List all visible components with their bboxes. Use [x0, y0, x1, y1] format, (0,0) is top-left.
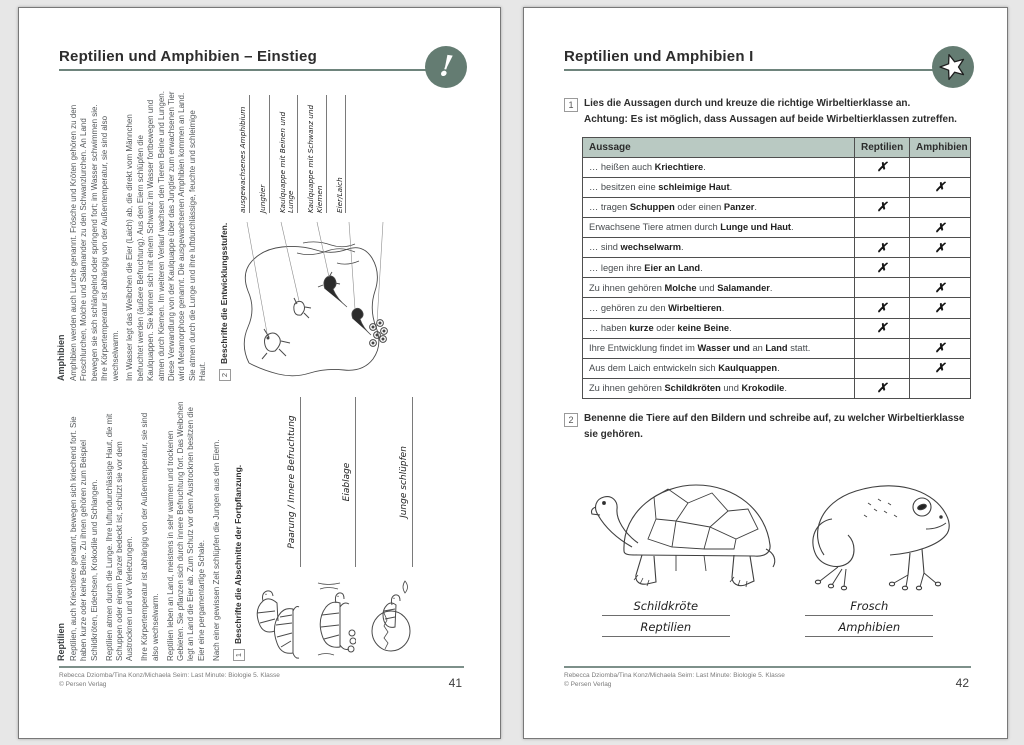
amphibien-mark-cell: ✗ [910, 238, 971, 258]
reptilien-mark-cell: ✗ [855, 258, 910, 278]
page-footer [564, 666, 971, 690]
animal-name-answer: Frosch [805, 599, 933, 616]
reptilien-mark-cell: ✗ [855, 298, 910, 318]
credit-line-1: Rebecca Dziomba/Tina Konz/Michaela Seim: Last Minute: Biologie 5. Klasse [59, 672, 280, 679]
amphibien-text [69, 91, 213, 381]
statement-cell: … heißen auch Kriechtiere. [583, 158, 855, 178]
table-row [583, 358, 971, 378]
table-row [583, 258, 971, 278]
exclamation-icon: ! [437, 47, 455, 84]
paragraph: Reptilien atmen durch die Lunge. Ihre luftundurchlässige Haut, die mit Schuppen oder einem Panzer bedeckt ist, schützt sie vor dem Austrocknen und vor Verletzungen. [104, 413, 135, 661]
task1-header [564, 96, 971, 128]
fortpflanzung-row-1 [251, 397, 301, 661]
credit-line-2: © Persen Verlag [59, 681, 107, 689]
amphibien-mark-cell: ✗ [910, 178, 971, 198]
amphibien-mark-cell: ✗ [910, 218, 971, 238]
reptilien-mark-cell [855, 338, 910, 358]
header-amphibien: Amphibien [910, 138, 971, 158]
development-diagram [237, 91, 395, 381]
exclamation-badge [425, 46, 467, 88]
diagram-label: Kaulquappe mit Beinen und Lunge [279, 95, 299, 213]
task2-number-box: 2 [564, 413, 578, 427]
animal-drawings [576, 459, 963, 591]
fortpflanzung-row-3 [361, 397, 413, 661]
diagram-label: Eier/Laich [336, 95, 347, 213]
page-number: 42 [955, 676, 969, 690]
table-row [583, 278, 971, 298]
task2-label: 2 Beschrifte die Entwicklungsstufen. [219, 91, 231, 381]
statements-table [582, 137, 971, 399]
frog-drawing [798, 463, 963, 591]
page-footer [59, 666, 464, 690]
pond-lifecycle-drawing [237, 221, 395, 381]
amphibien-mark-cell: ✗ [910, 338, 971, 358]
statement-cell: Zu ihnen gehören Schildkröten und Krokodile. [583, 378, 855, 398]
task2-number-box: 2 [219, 369, 231, 381]
answer-line-paarung: Paarung / Innere Befruchtung [288, 397, 301, 567]
answer-line-eiablage: Eiablage [343, 397, 356, 567]
task1-label: 1 Beschrifte die Abschnitte der Fortpflanzung. [233, 397, 245, 661]
amphibien-mark-cell [910, 318, 971, 338]
statement-cell: … gehören zu den Wirbeltieren. [583, 298, 855, 318]
section-heading-amphibien: Amphibien [56, 334, 66, 381]
paragraph: Ihre Körpertemperatur ist abhängig von der Außentemperatur, sie sind also wechselwarm. [140, 412, 160, 661]
task2-header [564, 411, 971, 443]
reptilien-mark-cell [855, 178, 910, 198]
statement-cell: Erwachsene Tiere atmen durch Lunge und Haut. [583, 218, 855, 238]
reptilien-mark-cell: ✗ [855, 238, 910, 258]
table-row [583, 378, 971, 398]
answers-row [564, 599, 971, 637]
table-row [583, 158, 971, 178]
animal-class-answer: Amphibien [805, 620, 933, 637]
statement-cell: Aus dem Laich entwickeln sich Kaulquappen. [583, 358, 855, 378]
page-number: 41 [448, 676, 462, 690]
table-row [583, 218, 971, 238]
reptilien-mark-cell: ✗ [855, 318, 910, 338]
reptilien-mark-cell [855, 358, 910, 378]
answer-col-tortoise [564, 599, 768, 637]
statement-cell: Ihre Entwicklung findet im Wasser und an Land statt. [583, 338, 855, 358]
diagram-label: Jungtier [259, 95, 270, 213]
header-reptilien: Reptilien [855, 138, 910, 158]
table-row [583, 318, 971, 338]
table-header-row [583, 138, 971, 158]
reptilien-mark-cell: ✗ [855, 378, 910, 398]
paragraph: Reptilien leben an Land, meistens in sehr warmen und trockenen Gebieten. Sie pflanzen sich durch innere Befruchtung fort. Das Weibchen legt an Land die Eier ab. Zum Schutz vor dem Austrocknen besitzen die Eier eine pergamentartige Schale. [165, 401, 206, 661]
task2-instruction: Benenne die Tiere auf den Bildern und schreibe auf, zu welcher Wirbeltierklasse sie gehören. [584, 412, 965, 440]
header-aussage: Aussage [583, 138, 855, 158]
star-badge [932, 46, 974, 88]
rotated-content [56, 91, 471, 661]
reptilien-mark-cell [855, 278, 910, 298]
worksheet-page-42 [523, 7, 1008, 739]
section-heading-reptilien: Reptilien [56, 622, 66, 661]
amphibien-mark-cell: ✗ [910, 298, 971, 318]
diagram-label: Kaulquappe mit Schwanz und Kiemen [307, 95, 327, 213]
animal-name-answer: Schildkröte [602, 599, 730, 616]
table-row [583, 238, 971, 258]
paragraph: Amphibien werden auch Lurche genannt. Frösche und Kröten gehören zu den Froschlurchen, Molche und Salamander zu den Schwanzlurchen. An Land bewegen sie sich schlängelnd oder springend fort; im Wasser schwimmen sie. Ihre Körpertemperatur ist abhängig von der Außentemperatur, sie sind also wechselwarm. [69, 104, 120, 381]
amphibien-mark-cell: ✗ [910, 358, 971, 378]
tortoise-drawing [576, 459, 781, 591]
reptilien-mark-cell: ✗ [855, 198, 910, 218]
task1-number-box: 1 [233, 649, 245, 661]
star-icon [932, 46, 974, 88]
credit-line-1: Rebecca Dziomba/Tina Konz/Michaela Seim: Last Minute: Biologie 5. Klasse [564, 672, 785, 679]
development-labels [237, 95, 355, 213]
reptilien-mark-cell [855, 218, 910, 238]
animal-class-answer: Reptilien [602, 620, 730, 637]
paragraph: Reptilien, auch Kriechtiere genannt, bewegen sich kriechend fort. Sie haben kurze oder keine Beine. Zu ihnen gehören zum Beispiel Schildkröten, Eidechsen, Krokodile und Schlangen. [69, 416, 99, 661]
credit-line-2: © Persen Verlag [564, 681, 612, 689]
reptilien-mark-cell: ✗ [855, 158, 910, 178]
title-rule [564, 69, 949, 71]
turtle-hatching-drawing [361, 575, 413, 661]
amphibien-mark-cell [910, 378, 971, 398]
reptilien-text [69, 397, 227, 661]
page-title: Reptilien und Amphibien – Einstieg [59, 48, 317, 65]
statement-cell: Zu ihnen gehören Molche und Salamander. [583, 278, 855, 298]
fortpflanzung-row-2 [306, 397, 356, 661]
answer-col-frog [768, 599, 972, 637]
table-row [583, 178, 971, 198]
statement-cell: … tragen Schuppen oder einen Panzer. [583, 198, 855, 218]
page-title: Reptilien und Amphibien I [564, 48, 754, 65]
statement-cell: … haben kurze oder keine Beine. [583, 318, 855, 338]
table-row [583, 298, 971, 318]
table-row [583, 198, 971, 218]
amphibien-mark-cell: ✗ [910, 278, 971, 298]
diagram-label: ausgewachsenes Amphibium [239, 95, 250, 213]
task1-instruction: Lies die Aussagen durch und kreuze die richtige Wirbeltierklasse an. [584, 98, 911, 109]
task1-number-box: 1 [564, 98, 578, 112]
paragraph: Im Wasser legt das Weibchen die Eier (Laich) ab, die direkt vom Männchen befruchtet werden (äußere Befruchtung). Aus den Eiern schlüpfen die Kaulquappen. Sie können sich mit einem Schwanz im Wasser fortbewegen und atmen durch Kiemen. Im weiteren Verlauf wachsen den Tieren Beine und Lungen. Diese Verwandlung von der Kaulquappe über das Jungtier zum erwachsenen Tier wird Metamorphose genannt. Die ausgewachsenen Amphibien kommen an Land. Sie atmen durch die Lunge und ihre luftdurchlässige, feuchte und schleimige Haut. [125, 91, 208, 381]
statement-cell: … sind wechselwarm. [583, 238, 855, 258]
worksheet-page-41 [18, 7, 501, 739]
task1-warning: Achtung: Es ist möglich, dass Aussagen auf beide Wirbeltierklassen zutreffen. [584, 114, 957, 125]
amphibien-column [56, 91, 471, 381]
amphibien-mark-cell [910, 158, 971, 178]
paragraph: Nach einer gewissen Zeit schlüpfen die Jungen aus den Eiern. [211, 439, 221, 661]
amphibien-mark-cell [910, 258, 971, 278]
title-rule [59, 69, 442, 71]
page-body [564, 96, 971, 637]
answer-line-schluepfen: Junge schlüpfen [400, 397, 413, 567]
turtle-eggs-drawing [306, 575, 356, 661]
table-row [583, 338, 971, 358]
statement-cell: … besitzen eine schleimige Haut. [583, 178, 855, 198]
turtles-mating-drawing [251, 575, 301, 661]
amphibien-mark-cell [910, 198, 971, 218]
statements-table-body [583, 158, 971, 399]
statement-cell: … legen ihre Eier an Land. [583, 258, 855, 278]
reptilien-column [56, 397, 471, 661]
